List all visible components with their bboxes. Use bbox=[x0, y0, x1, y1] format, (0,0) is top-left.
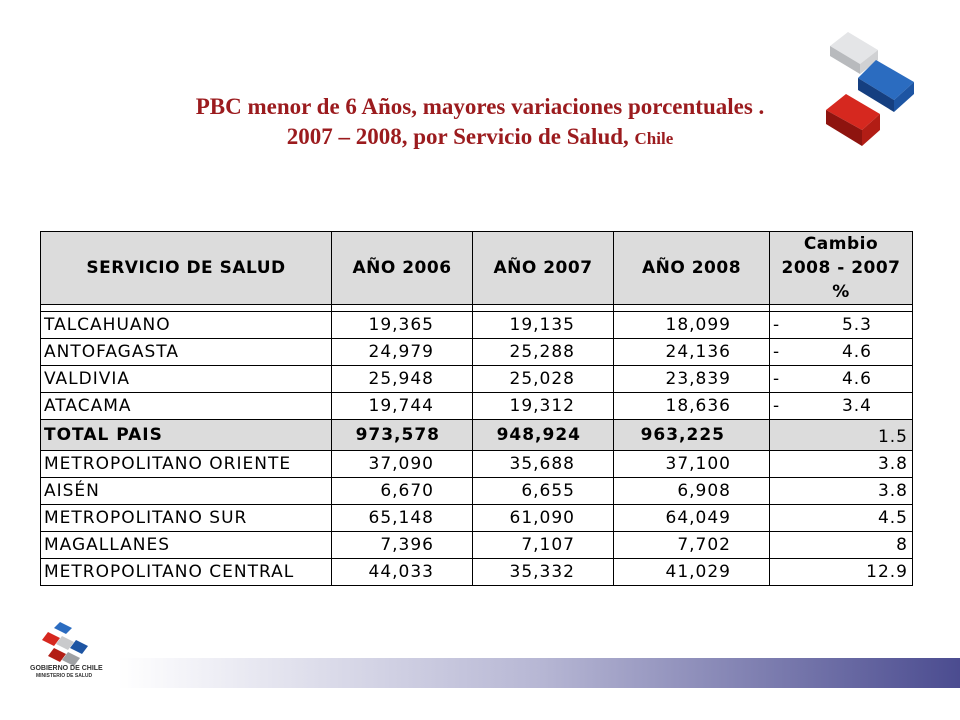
cubes-logo-icon bbox=[818, 30, 918, 148]
cell-2008: 18,099 bbox=[614, 312, 770, 339]
cell-2007: 61,090 bbox=[473, 505, 614, 532]
cell-2007: 35,688 bbox=[473, 451, 614, 478]
cell-2006: 19,365 bbox=[332, 312, 473, 339]
cell-2006: 65,148 bbox=[332, 505, 473, 532]
cell-2006: 6,670 bbox=[332, 478, 473, 505]
change-value: 3.4 bbox=[841, 396, 872, 416]
table-row bbox=[41, 451, 913, 478]
table-row bbox=[41, 478, 913, 505]
cambio-line-2: 2008 - 2007 % bbox=[781, 258, 901, 302]
spacer-row bbox=[41, 305, 913, 312]
footer-ministry-name: MINISTERIO DE SALUD bbox=[36, 673, 93, 679]
cell-2008: 18,636 bbox=[614, 393, 770, 420]
table-row bbox=[41, 532, 913, 559]
cell-2007: 25,288 bbox=[473, 339, 614, 366]
col-header-cambio bbox=[770, 232, 913, 305]
cell-servicio: MAGALLANES bbox=[41, 532, 332, 559]
cell-cambio bbox=[770, 339, 913, 366]
cell-2006: 19,744 bbox=[332, 393, 473, 420]
cell-servicio: METROPOLITANO SUR bbox=[41, 505, 332, 532]
cell-2007: 948,924 bbox=[473, 420, 614, 451]
col-header-2007: AÑO 2007 bbox=[473, 232, 614, 305]
minus-sign: - bbox=[773, 369, 781, 389]
title-line-1: PBC menor de 6 Años, mayores variaciones porcentuales . bbox=[195, 94, 765, 119]
cell-2008: 64,049 bbox=[614, 505, 770, 532]
slide-title bbox=[0, 92, 960, 154]
cell-cambio: 12.9 bbox=[770, 559, 913, 586]
cell-2008: 41,029 bbox=[614, 559, 770, 586]
cell-2008: 24,136 bbox=[614, 339, 770, 366]
footer-gradient-band bbox=[118, 658, 960, 688]
cell-servicio: TOTAL PAIS bbox=[41, 420, 332, 451]
table-row bbox=[41, 366, 913, 393]
cell-servicio: VALDIVIA bbox=[41, 366, 332, 393]
change-value: 4.6 bbox=[841, 369, 872, 389]
gobierno-logo-icon bbox=[38, 618, 98, 668]
cell-2008: 7,702 bbox=[614, 532, 770, 559]
minus-sign: - bbox=[773, 342, 781, 362]
header-row bbox=[41, 232, 913, 305]
cell-servicio: ANTOFAGASTA bbox=[41, 339, 332, 366]
change-value: 5.3 bbox=[841, 315, 872, 335]
cell-2008: 963,225 bbox=[614, 420, 770, 451]
table-row bbox=[41, 393, 913, 420]
cell-2008: 23,839 bbox=[614, 366, 770, 393]
minus-sign: - bbox=[773, 396, 781, 416]
cell-cambio: 3.8 bbox=[770, 478, 913, 505]
cell-2006: 37,090 bbox=[332, 451, 473, 478]
table-row bbox=[41, 505, 913, 532]
cell-2007: 19,135 bbox=[473, 312, 614, 339]
table-row bbox=[41, 559, 913, 586]
logo-blue-top bbox=[54, 622, 72, 634]
table-row bbox=[41, 312, 913, 339]
cell-cambio: 1.5 bbox=[770, 420, 913, 451]
cell-2008: 6,908 bbox=[614, 478, 770, 505]
footer-org-name: GOBIERNO DE CHILE bbox=[30, 665, 103, 672]
total-row bbox=[41, 420, 913, 451]
cell-2008: 37,100 bbox=[614, 451, 770, 478]
cell-2007: 35,332 bbox=[473, 559, 614, 586]
cambio-line-1: Cambio bbox=[803, 234, 879, 254]
title-line-2-main: 2007 – 2008, por Servicio de Salud, bbox=[286, 124, 635, 149]
cell-2007: 7,107 bbox=[473, 532, 614, 559]
health-service-table bbox=[40, 231, 913, 586]
cell-2007: 19,312 bbox=[473, 393, 614, 420]
cell-cambio: 4.5 bbox=[770, 505, 913, 532]
cell-servicio: METROPOLITANO CENTRAL bbox=[41, 559, 332, 586]
cell-cambio bbox=[770, 366, 913, 393]
col-header-servicio: SERVICIO DE SALUD bbox=[41, 232, 332, 305]
table-row bbox=[41, 339, 913, 366]
cell-2006: 24,979 bbox=[332, 339, 473, 366]
cell-2006: 7,396 bbox=[332, 532, 473, 559]
cell-cambio bbox=[770, 393, 913, 420]
cell-cambio bbox=[770, 312, 913, 339]
col-header-2006: AÑO 2006 bbox=[332, 232, 473, 305]
cell-2006: 973,578 bbox=[332, 420, 473, 451]
col-header-2008: AÑO 2008 bbox=[614, 232, 770, 305]
cell-2006: 25,948 bbox=[332, 366, 473, 393]
cell-cambio: 8 bbox=[770, 532, 913, 559]
title-line-2 bbox=[0, 122, 960, 154]
cell-cambio: 3.8 bbox=[770, 451, 913, 478]
change-value: 4.6 bbox=[841, 342, 872, 362]
minus-sign: - bbox=[773, 315, 781, 335]
cell-2006: 44,033 bbox=[332, 559, 473, 586]
title-line-2-small: Chile bbox=[634, 129, 674, 148]
cell-servicio: METROPOLITANO ORIENTE bbox=[41, 451, 332, 478]
cell-servicio: AISÉN bbox=[41, 478, 332, 505]
cell-servicio: ATACAMA bbox=[41, 393, 332, 420]
cell-2007: 25,028 bbox=[473, 366, 614, 393]
cell-servicio: TALCAHUANO bbox=[41, 312, 332, 339]
cell-2007: 6,655 bbox=[473, 478, 614, 505]
